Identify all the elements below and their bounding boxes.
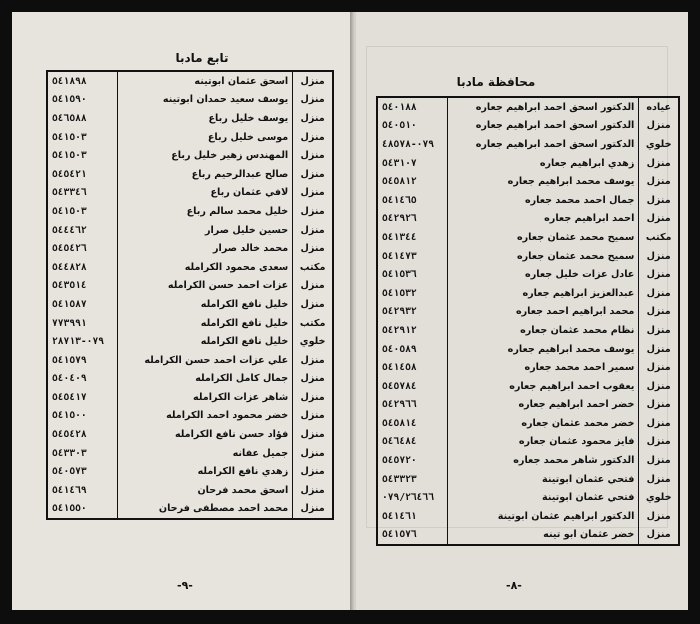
entry-type: منزل — [293, 184, 333, 203]
entry-number: ٥٤١٥٠٠ — [52, 410, 87, 422]
table-row — [377, 97, 679, 117]
entry-name: فتحي عثمان ابوتينة — [447, 470, 639, 489]
entry-type: منزل — [293, 91, 333, 110]
entry-type: عياده — [639, 97, 679, 117]
entry-name: يوسف خليل رباع — [118, 109, 293, 128]
entry-name: محمد خالد صرار — [118, 239, 293, 258]
table-row — [377, 340, 679, 359]
page-title: محافظة مادبا — [456, 75, 536, 89]
table-row — [47, 407, 333, 426]
entry-type: منزل — [639, 154, 679, 173]
entry-type: منزل — [639, 526, 679, 546]
entry-name: فايز محمود عثمان جعاره — [447, 433, 639, 452]
entry-number: ٥٤٢٩١٢ — [382, 324, 417, 336]
page-number: -٨- — [506, 579, 522, 592]
entry-type: منزل — [639, 321, 679, 340]
entry-type: خلوي — [639, 488, 679, 507]
entry-name: الدكتور ابراهيم عثمان ابوتينة — [447, 507, 639, 526]
entry-number: ٥٤٥٤٢٦ — [52, 243, 87, 255]
entry-number: ٥٤١٥٩٠ — [52, 94, 87, 106]
table-row — [47, 258, 333, 277]
entry-number: ٥٤١٤٦١ — [382, 510, 417, 522]
entry-number: ٥٤٠٤٠٩ — [52, 373, 87, 385]
entry-name: سميح محمد عثمان جعاره — [447, 228, 639, 247]
entry-number: ٠٧٩/٢٦٤٦٦ — [382, 492, 434, 504]
page-title: تابع مادبا — [175, 51, 229, 65]
entry-type: منزل — [293, 462, 333, 481]
entry-number: ٥٤٣٣٢٣ — [382, 473, 417, 485]
entry-number: ٥٤١٥٧٦ — [382, 529, 417, 541]
table-row — [377, 247, 679, 266]
table-row — [377, 135, 679, 154]
entry-type: منزل — [293, 351, 333, 370]
entry-type: منزل — [293, 295, 333, 314]
entry-name: خضر محمد عثمان جعاره — [447, 414, 639, 433]
entry-number: ٥٤٥٤٢١ — [52, 168, 87, 180]
entry-number: ٥٤١٥٣٢ — [382, 287, 417, 299]
table-row — [377, 265, 679, 284]
entry-name: سمير احمد محمد جعاره — [447, 358, 639, 377]
entry-number: ٥٤٢٩٢٦ — [382, 213, 417, 225]
table-row — [47, 332, 333, 351]
entry-number: ٥٤٤٨٢٨ — [52, 261, 87, 273]
entry-number: ٠٧٩-٤٨٥٧٨ — [382, 138, 434, 150]
table-row — [377, 451, 679, 470]
entry-number: ٥٤١٥٣٦ — [382, 269, 417, 281]
entry-number: ٥٤١٤٥٨ — [382, 362, 417, 374]
table-row — [47, 425, 333, 444]
table-row — [377, 303, 679, 322]
entry-type: منزل — [293, 277, 333, 296]
entry-name: خليل نافع الكرامله — [118, 314, 293, 333]
entry-number: ٧٧٣٩٩١ — [52, 317, 87, 329]
table-row — [47, 221, 333, 240]
entry-number: ٥٤١٣٤٤ — [382, 231, 417, 243]
table-row — [377, 321, 679, 340]
entry-type: خلوي — [293, 332, 333, 351]
table-row — [377, 284, 679, 303]
entry-name: اسحق محمد فرحان — [118, 481, 293, 500]
entry-number: ٥٤٦٤٨٤ — [382, 436, 417, 448]
table-row — [377, 377, 679, 396]
table-row — [47, 295, 333, 314]
entry-name: خضر محمود احمد الكرامله — [118, 407, 293, 426]
entry-name: خليل نافع الكرامله — [118, 332, 293, 351]
entry-number: ٥٤٣٣٤٦ — [52, 187, 87, 199]
entry-name: سميح محمد عثمان جعاره — [447, 247, 639, 266]
table-row — [377, 154, 679, 173]
entry-type: منزل — [639, 172, 679, 191]
entry-type: منزل — [639, 396, 679, 415]
entry-number: ٥٤٣٥١٤ — [52, 280, 87, 292]
entry-number: ٠٧٩-٢٨٧١٣ — [52, 336, 104, 348]
entry-name: اسحق عثمان ابوتينه — [118, 71, 293, 91]
entry-name: خضر عثمان ابو تينه — [447, 526, 639, 546]
entry-type: خلوي — [639, 135, 679, 154]
table-row — [377, 172, 679, 191]
table-row — [47, 239, 333, 258]
entry-type: منزل — [639, 451, 679, 470]
left-page — [12, 12, 352, 610]
entry-type: منزل — [639, 507, 679, 526]
table-row — [377, 414, 679, 433]
entry-number: ٥٤٤٤٦٢ — [52, 224, 87, 236]
entry-number: ٥٤٠٥١٠ — [382, 120, 417, 132]
entry-number: ٥٤١٤٧٣ — [382, 250, 417, 262]
table-row — [377, 396, 679, 415]
entry-type: مكتب — [293, 258, 333, 277]
entry-name: جميل عفانه — [118, 444, 293, 463]
table-row — [377, 117, 679, 136]
entry-type: منزل — [639, 470, 679, 489]
entry-type: منزل — [293, 481, 333, 500]
table-row — [47, 128, 333, 147]
entry-name: الدكتور اسحق احمد ابراهيم جعاره — [447, 135, 639, 154]
entry-name: الدكتور شاهر محمد جعاره — [447, 451, 639, 470]
entry-name: احمد ابراهيم جعاره — [447, 210, 639, 229]
entry-name: شاهر عزات الكرامله — [118, 388, 293, 407]
entry-type: منزل — [293, 146, 333, 165]
entry-type: منزل — [639, 210, 679, 229]
entry-number: ٥٤٦٥٨٨ — [52, 112, 87, 124]
entry-name: موسى خليل رباع — [118, 128, 293, 147]
entry-type: منزل — [639, 340, 679, 359]
table-row — [47, 370, 333, 389]
entry-name: يعقوب احمد ابراهيم جعاره — [447, 377, 639, 396]
entry-type: منزل — [293, 388, 333, 407]
entry-name: فؤاد حسن نافع الكرامله — [118, 425, 293, 444]
table-row — [377, 210, 679, 229]
entry-number: ٥٤٠١٨٨ — [382, 101, 417, 113]
directory-table-left — [46, 70, 334, 520]
table-row — [47, 444, 333, 463]
entry-type: منزل — [639, 303, 679, 322]
entry-name: خضر احمد ابراهيم جعاره — [447, 396, 639, 415]
table-row — [47, 165, 333, 184]
entry-type: مكتب — [293, 314, 333, 333]
entry-name: جمال احمد محمد جعاره — [447, 191, 639, 210]
table-row — [47, 277, 333, 296]
entry-name: صالح عبدالرحيم رباع — [118, 165, 293, 184]
page-number: -٩- — [177, 579, 193, 592]
table-row — [47, 146, 333, 165]
entry-name: الدكتور اسحق احمد ابراهيم جعاره — [447, 117, 639, 136]
entry-number: ٥٤١٥٠٣ — [52, 131, 87, 143]
entry-name: نظام محمد عثمان جعاره — [447, 321, 639, 340]
entry-type: منزل — [639, 433, 679, 452]
entry-type: منزل — [293, 500, 333, 520]
table-row — [47, 388, 333, 407]
table-row — [47, 184, 333, 203]
entry-type: منزل — [639, 377, 679, 396]
entry-type: منزل — [293, 109, 333, 128]
entry-name: خليل محمد سالم رباع — [118, 202, 293, 221]
entry-name: يوسف سعيد حمدان ابوتينه — [118, 91, 293, 110]
entry-name: عبدالعزيز ابراهيم جعاره — [447, 284, 639, 303]
table-row — [47, 314, 333, 333]
table-row — [377, 358, 679, 377]
entry-name: عزات احمد حسن الكرامله — [118, 277, 293, 296]
entry-name: لافي عثمان رباع — [118, 184, 293, 203]
entry-number: ٥٤١٥٠٣ — [52, 205, 87, 217]
entry-number: ٥٤١٥٠٣ — [52, 150, 87, 162]
entry-type: منزل — [293, 165, 333, 184]
entry-name: محمد احمد مصطفى فرحان — [118, 500, 293, 520]
entry-name: جمال كامل الكرامله — [118, 370, 293, 389]
entry-number: ٥٤٥٤١٧ — [52, 391, 87, 403]
entry-type: منزل — [293, 221, 333, 240]
entry-name: علي عزات احمد حسن الكرامله — [118, 351, 293, 370]
entry-number: ٥٤١٨٩٨ — [52, 75, 87, 87]
entry-type: منزل — [293, 444, 333, 463]
entry-name: يوسف محمد ابراهيم جعاره — [447, 172, 639, 191]
entry-name: المهندس زهير خليل رباع — [118, 146, 293, 165]
entry-type: منزل — [293, 239, 333, 258]
entry-number: ٥٤١٥٧٩ — [52, 354, 87, 366]
entry-name: عادل عزات خليل جعاره — [447, 265, 639, 284]
table-row — [377, 507, 679, 526]
entry-type: منزل — [293, 71, 333, 91]
entry-number: ٥٤١٥٥٠ — [52, 503, 87, 515]
entry-type: منزل — [639, 414, 679, 433]
entry-type: مكتب — [639, 228, 679, 247]
table-row — [47, 462, 333, 481]
table-row — [47, 71, 333, 91]
entry-number: ٥٤٢٩٣٢ — [382, 306, 417, 318]
entry-name: زهدي نافع الكرامله — [118, 462, 293, 481]
entry-type: منزل — [639, 284, 679, 303]
entry-name: فتحي عثمان ابوتينة — [447, 488, 639, 507]
table-row — [377, 228, 679, 247]
table-row — [377, 433, 679, 452]
table-row — [47, 351, 333, 370]
directory-table-right — [376, 96, 680, 546]
entry-type: منزل — [293, 370, 333, 389]
entry-number: ٥٤٥٧٨٤ — [382, 380, 417, 392]
table-row — [377, 526, 679, 546]
entry-number: ٥٤٠٥٧٣ — [52, 466, 87, 478]
entry-number: ٥٤٠٥٨٩ — [382, 343, 417, 355]
entry-type: منزل — [293, 202, 333, 221]
entry-name: خليل نافع الكرامله — [118, 295, 293, 314]
entry-name: سعدى محمود الكرامله — [118, 258, 293, 277]
entry-number: ٥٤٣٣٠٣ — [52, 447, 87, 459]
entry-number: ٥٤٣١٠٧ — [382, 157, 417, 169]
entry-number: ٥٤١٤٦٩ — [52, 484, 87, 496]
table-row — [377, 488, 679, 507]
entry-number: ٥٤٥٨١٢ — [382, 176, 417, 188]
entry-number: ٥٤٢٩٦٦ — [382, 399, 417, 411]
entry-name: الدكتور اسحق احمد ابراهيم جعاره — [447, 97, 639, 117]
entry-number: ٥٤٥٤٢٨ — [52, 429, 87, 441]
table-row — [47, 91, 333, 110]
table-row — [47, 500, 333, 520]
right-page — [356, 12, 688, 610]
entry-number: ٥٤٥٧٢٠ — [382, 455, 417, 467]
table-row — [47, 481, 333, 500]
entry-type: منزل — [639, 358, 679, 377]
entry-name: يوسف محمد ابراهيم جعاره — [447, 340, 639, 359]
entry-type: منزل — [293, 128, 333, 147]
entry-name: حسين خليل صرار — [118, 221, 293, 240]
entry-type: منزل — [293, 425, 333, 444]
entry-type: منزل — [639, 117, 679, 136]
entry-number: ٥٤١٤٦٥ — [382, 194, 417, 206]
table-row — [47, 202, 333, 221]
entry-type: منزل — [639, 247, 679, 266]
table-row — [47, 109, 333, 128]
entry-name: محمد ابراهيم احمد جعاره — [447, 303, 639, 322]
entry-number: ٥٤٥٨١٤ — [382, 417, 417, 429]
entry-type: منزل — [639, 191, 679, 210]
table-row — [377, 470, 679, 489]
entry-name: زهدي ابراهيم جعاره — [447, 154, 639, 173]
entry-type: منزل — [639, 265, 679, 284]
table-row — [377, 191, 679, 210]
entry-number: ٥٤١٥٨٧ — [52, 298, 87, 310]
entry-type: منزل — [293, 407, 333, 426]
